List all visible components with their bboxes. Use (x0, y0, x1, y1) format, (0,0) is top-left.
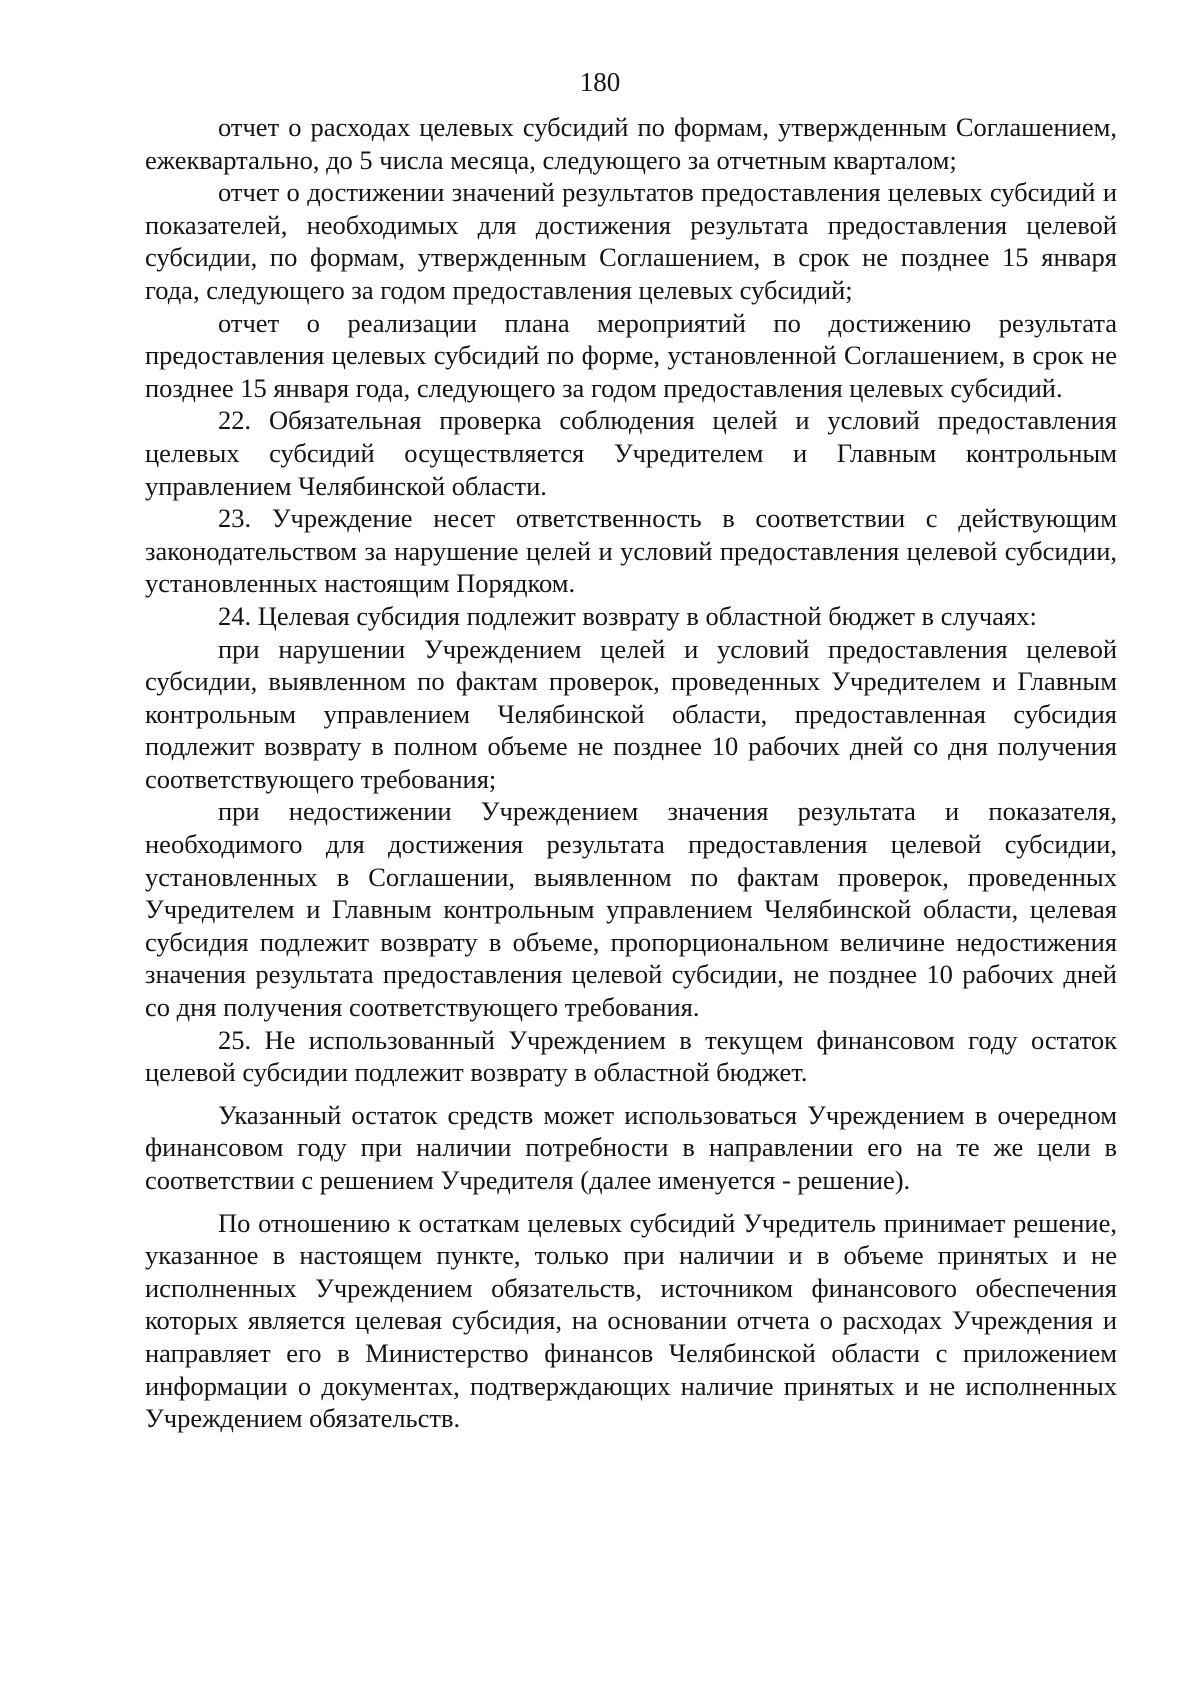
paragraph-violation-case: при нарушении Учреждением целей и условий предоставления целевой субсидии, выявленном по фактам проверок, проведенных Учредителем и Главным контрольным управлением Челябинской области, предоставленная субсидия подлежит возврату в полном объеме не позднее 10 рабочих дней со дня получения соответствующего требования; (145, 633, 1117, 794)
page-number: 180 (579, 67, 621, 97)
paragraph-non-achievement-case: при недостижении Учреждением значения результата и показателя, необходимого для достижения результата предоставления целевой субсидии, установленных в Соглашении, выявленном по фактам проверок, проведенных Учредителем и Главным контрольным управлением Челябинской области, целевая субсидия подлежит возврату в объеме, пропорциональном величине недостижения значения результата предоставления целевой субсидии, не позднее 10 рабочих дней со дня получения соответствующего требования. (145, 796, 1117, 1023)
paragraph-remaining-funds: Указанный остаток средств может использоваться Учреждением в очередном финансовом году при наличии потребности в направлении его на те же цели в соответствии с решением Учредителя (далее именуется - решение). (145, 1099, 1117, 1195)
paragraph-item-25: 25. Не использованный Учреждением в текущем финансовом году остаток целевой субсидии подлежит возврату в областной бюджет. (145, 1024, 1117, 1088)
paragraph-item-23: 23. Учреждение несет ответственность в соответствии с действующим законодательством за нарушение целей и условий предоставления целевой субсидии, установленных настоящим Порядком. (145, 503, 1117, 599)
paragraph-report-expenses: отчет о расходах целевых субсидий по формам, утвержденным Соглашением, ежеквартально, до 5 числа месяца, следующего за отчетным кварталом; (145, 112, 1117, 175)
paragraph-founder-decision: По отношению к остаткам целевых субсидий Учредитель принимает решение, указанное в настоящем пункте, только при наличии и в объеме принятых и не исполненных Учреждением обязательств, источником финансового обеспечения которых является целевая субсидия, на основании отчета о расходах Учреждения и направляет его в Министерство финансов Челябинской области с приложением информации о документах, подтверждающих наличие принятых и не исполненных Учреждением обязательств. (145, 1207, 1117, 1434)
document-body (145, 111, 1117, 1435)
paragraph-report-plan: отчет о реализации плана мероприятий по достижению результата предоставления целевых субсидий по форме, установленной Соглашением, в срок не позднее 15 января года, следующего за годом предоставления целевых субсидий. (145, 307, 1117, 403)
paragraph-report-results: отчет о достижении значений результатов предоставления целевых субсидий и показателей, необходимых для достижения результата предоставления целевой субсидии, по формам, утвержденным Соглашением, в срок не позднее 15 января года, следующего за годом предоставления целевых субсидий; (145, 177, 1117, 305)
paragraph-item-24: 24. Целевая субсидия подлежит возврату в областной бюджет в случаях: (218, 600, 1037, 631)
paragraph-item-22: 22. Обязательная проверка соблюдения целей и условий предоставления целевых субсидий осуществляется Учредителем и Главным контрольным управлением Челябинской области. (145, 405, 1117, 501)
